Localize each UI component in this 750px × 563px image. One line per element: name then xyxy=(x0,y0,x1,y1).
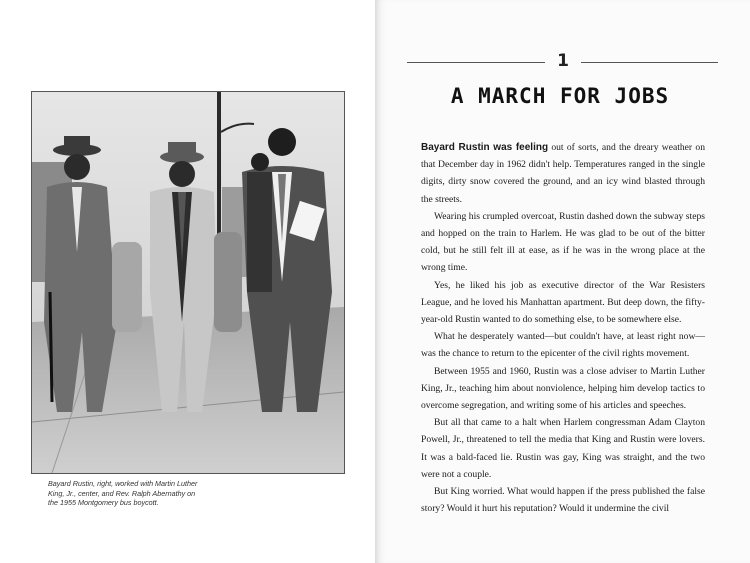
paragraph: Between 1955 and 1960, Rustin was a close adviser to Martin Luther King, Jr., teaching him about nonviolence, helping him develop tactics to overcome segregation, and writing some of his articles and speeches. xyxy=(421,365,705,412)
photo-caption: Bayard Rustin, right, worked with Martin Luther King, Jr., center, and Rev. Ralph Abernathy on the 1955 Montgomery bus boycott. xyxy=(48,479,198,508)
chapter-rule-right xyxy=(581,62,718,63)
lead-in: Bayard Rustin was feeling xyxy=(421,142,549,153)
paragraph: But all that came to a halt when Harlem congressman Adam Clayton Powell, Jr., threatened to tell the media that King and Rustin were lovers. It was a bald-faced lie. Rustin was gay, King was straight, and the two were not a couple. xyxy=(421,417,705,480)
paragraph: Yes, he liked his job as executive director of the War Resisters League, and he loved his Manhattan apartment. But deep down, the fifty-year-old Rustin wanted to do something else, to be somewhere else. xyxy=(421,279,705,326)
paragraph-text: out of sorts, and the dreary weather on that December day in 1962 didn't help. Temperatures ranged in the single digits, dirty snow covered the ground, and an icy wind blasted through the streets. xyxy=(421,142,705,205)
paragraph: What he desperately wanted—but couldn't have, at least right now—was the chance to return to the epicenter of the civil rights movement. xyxy=(421,331,705,360)
photo-image xyxy=(32,92,344,473)
historical-photo xyxy=(31,91,345,474)
chapter-body xyxy=(421,139,705,517)
paragraph: Wearing his crumpled overcoat, Rustin dashed down the subway steps and hopped on the train to Harlem. He was glad to be out of the bitter cold, but he still felt ill at ease, as if he was in the wrong place at the wrong time. xyxy=(421,210,705,274)
chapter-number: 1 xyxy=(557,51,569,71)
chapter-title: A MARCH FOR JOBS xyxy=(450,84,670,108)
paragraph: But King worried. What would happen if the press published the false story? Would it hurt his reputation? Would it undermine the civil xyxy=(421,486,705,515)
chapter-rule-left xyxy=(407,62,545,63)
paragraph xyxy=(421,139,705,208)
